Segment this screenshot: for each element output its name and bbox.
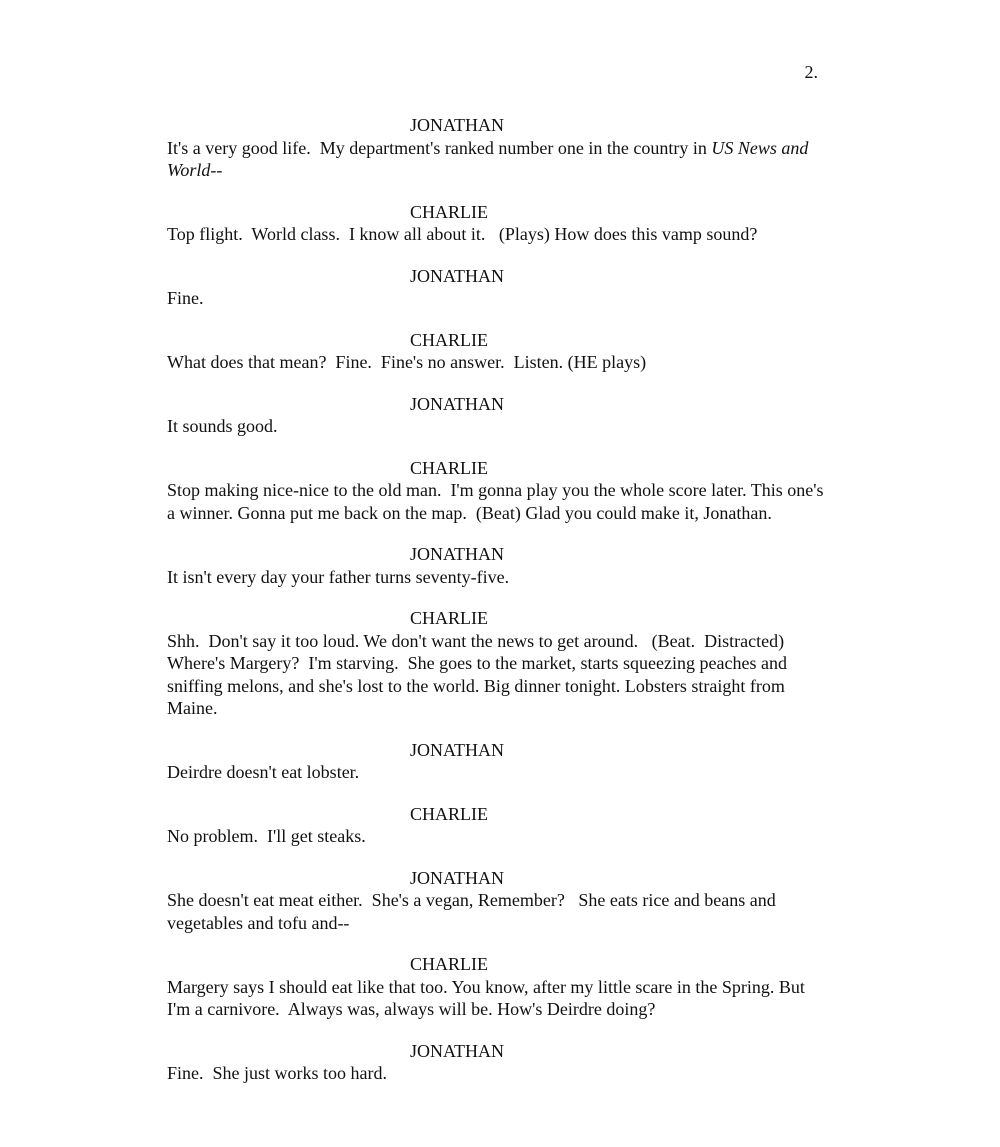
- dialogue-block: [167, 201, 827, 246]
- dialogue-block: [167, 543, 827, 588]
- speaker-name: JONATHAN: [410, 1040, 504, 1061]
- speaker-name: JONATHAN: [410, 867, 504, 888]
- dialogue-line: Margery says I should eat like that too. You know, after my little scare in the Spring. But I'm a carnivore. Always was, always will be. How's Deirdre doing?: [167, 976, 810, 1019]
- speaker-name: CHARLIE: [410, 954, 488, 974]
- dialogue-line: Shh. Don't say it too loud. We don't want the news to get around. (Beat. Distracted) Where's Margery? I'm starving. She goes to the market, starts squeezing peaches and sniffing melons, and she's lost to the world. Big dinner tonight. Lobsters straight from Maine.: [167, 630, 792, 718]
- dialogue-block: [167, 457, 827, 525]
- dialogue-block: [167, 114, 827, 182]
- speaker-name: JONATHAN: [410, 739, 504, 760]
- speaker-name: CHARLIE: [410, 329, 488, 350]
- dialogue-block: [167, 803, 827, 848]
- dialogue-line: Stop making nice-nice to the old man. I'm gonna play you the whole score later. This one's a winner. Gonna put me back on the map. (Beat) Glad you could make it, Jonathan.: [167, 480, 829, 523]
- dialogue-block: [167, 953, 827, 1021]
- page-number: 2.: [804, 62, 818, 82]
- dialogue-line: It sounds good.: [167, 416, 278, 436]
- dialogue-line: No problem. I'll get steaks.: [167, 826, 366, 846]
- speaker-name: JONATHAN: [410, 393, 504, 414]
- speaker-name: JONATHAN: [410, 265, 504, 286]
- dialogue-text-end: --: [210, 160, 223, 180]
- dialogue-line: What does that mean? Fine. Fine's no answer. Listen. (HE plays): [167, 352, 647, 372]
- speaker-name: CHARLIE: [410, 608, 488, 628]
- dialogue-line: Top flight. World class. I know all about it. (Plays) How does this vamp sound?: [167, 224, 758, 244]
- speaker-name: JONATHAN: [410, 115, 504, 135]
- dialogue-block: [167, 329, 827, 374]
- dialogue-block: [167, 739, 827, 784]
- speaker-name: JONATHAN: [410, 544, 504, 564]
- dialogue-block: [167, 1040, 827, 1085]
- speaker-name: CHARLIE: [410, 457, 488, 478]
- publication-title: US News and World: [167, 137, 813, 180]
- dialogue-line: Fine.: [167, 288, 204, 308]
- dialogue-line: It isn't every day your father turns seventy-five.: [167, 566, 510, 587]
- speaker-name: CHARLIE: [410, 201, 488, 222]
- dialogue-line: [167, 137, 827, 182]
- dialogue-line: Fine. She just works too hard.: [167, 1063, 387, 1083]
- dialogue-line: She doesn't eat meat either. She's a vegan, Remember? She eats rice and beans and vegetables and tofu and--: [167, 890, 781, 933]
- dialogue-block: [167, 265, 827, 310]
- speaker-name: CHARLIE: [410, 803, 488, 824]
- dialogue-text: It's a very good life. My department's ranked number one in the country in: [167, 137, 712, 158]
- dialogue-block: [167, 607, 827, 720]
- dialogue-block: [167, 393, 827, 438]
- dialogue-list: [167, 114, 827, 1104]
- dialogue-line: Deirdre doesn't eat lobster.: [167, 762, 360, 782]
- dialogue-block: [167, 867, 827, 935]
